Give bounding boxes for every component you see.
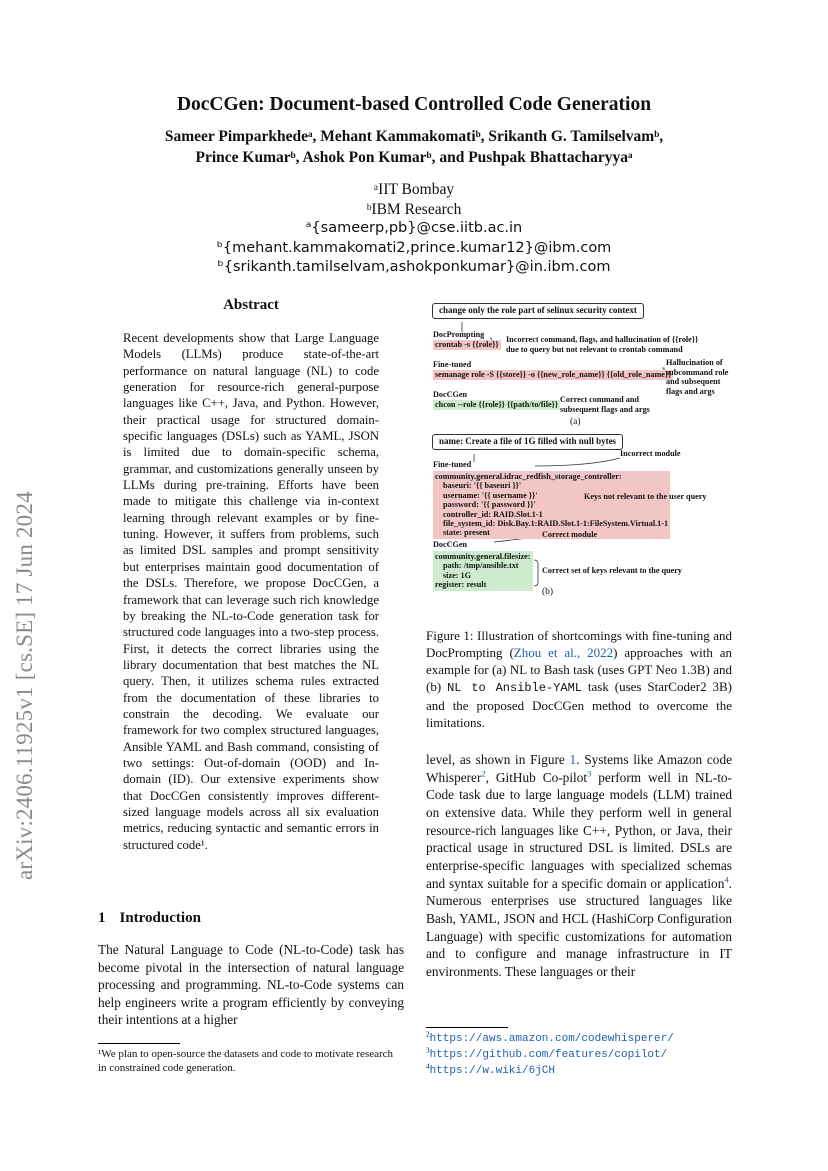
docprompting-note-a2: due to query but not relevant to crontab command: [506, 345, 683, 354]
doccgen-code-a: chcon --role {{role}} {{path/to/file}}: [435, 400, 559, 409]
incorrect-module-note: Incorrect module: [620, 449, 681, 458]
author-list: [120, 126, 708, 168]
footnote-ref-2[interactable]: 2: [481, 768, 486, 779]
figure-1: [430, 298, 730, 618]
doccgen-label-b: DocCGen: [433, 540, 468, 549]
footnotes-right: [426, 1031, 732, 1079]
finetuned-label-a: Fine-tuned: [433, 360, 472, 369]
finetuned-code-a: semanage role -S {{store}} -o {{new_role_name}} {{old_role_name}}: [435, 370, 672, 379]
keys-not-relevant-note: Keys not relevant to the user query: [584, 492, 707, 501]
email-ibm-research: ᵇ{mehant.kammakomati2,prince.kumar12}@ibm.com: [216, 239, 612, 256]
footnote-4-link[interactable]: https://w.wiki/6jCH: [429, 1065, 555, 1077]
footnote-ref-4[interactable]: 4: [724, 874, 729, 885]
paper-title: DocCGen: Document-based Controlled Code Generation: [176, 94, 652, 115]
arxiv-identifier: arXiv:2406.11925v1 [cs.SE] 17 Jun 2024: [12, 491, 37, 880]
email-iit: ᵃ{sameerp,pb}@cse.iitb.ac.in: [305, 220, 523, 236]
docprompting-label-a: DocPrompting: [433, 330, 485, 339]
citation-zhou-2022[interactable]: Zhou et al., 2022: [513, 645, 614, 661]
subfigure-label-a: (a): [570, 417, 581, 427]
doccgen-note-a2: subsequent flags and args: [560, 405, 650, 414]
footnote-2-link[interactable]: https://aws.amazon.com/codewhisperer/: [429, 1033, 674, 1045]
footnote-3-link[interactable]: https://github.com/features/copilot/: [429, 1049, 668, 1061]
subfigure-label-b: (b): [542, 587, 554, 597]
author-line-2: Prince Kumarᵇ, Ashok Pon Kumarᵇ, and Pushpak Bhattacharyyaᵃ: [195, 149, 633, 166]
abstract-text: Recent developments show that Large Language Models (LLMs) produce state-of-the-art performance on natural language (NL) to code generation for resource-rich general-purpose languages like C++, Java, and Python. However, their practical usage for structured domain-specific languages (DSLs) such as YAML, JSON is limited due to domain-specific schema, grammar, and customizations generally unseen by LLMs during pre-training. Efforts have been made to mitigate this challenge via in-context learning through relevant examples or by fine-tuning. However, it suffers from problems, such as limited DSL samples and prompt sensitivity but enterprises maintain good documentation of the DSLs. Therefore, we propose DocCGen, a framework that can leverage such rich knowledge by breaking the NL-to-Code generation task for structured code languages into a two-step process. First, it detects the correct libraries using the library documentation that best matches the NL query. Then, it utilizes schema rules extracted from the documentation of these libraries to constrain the decoding. We evaluate our framework for two complex structured languages, Ansible YAML and Bash command, consisting of two settings: Out-of-domain (OOD) and In-domain (ID). Our extensive experiments show that DocCGen consistently improves different-sized language models across all six evaluation metrics, reducing syntactic and semantic errors in structured code¹.: [123, 331, 379, 852]
footnote-ref-3[interactable]: 3: [587, 768, 592, 779]
author-line-1: Sameer Pimparkhedeᵃ, Mehant Kammakomatiᵇ, Srikanth G. Tamilselvamᵇ,: [164, 128, 664, 145]
section-title: Introduction: [119, 910, 201, 926]
footnote-rule-right: [426, 1027, 508, 1028]
affiliations: [150, 180, 678, 278]
query-box-a: change only the role part of selinux security context: [432, 303, 644, 319]
affiliation-ibm: ᵇIBM Research: [366, 200, 462, 218]
figure-1-caption: Figure 1: Illustration of shortcomings with fine-tuning and DocPrompting (Zhou et al., 2022) approaches with an example for (a) NL to Bash task (uses GPT Neo 1.3B) and (b) NL to Ansible-YAML task (uses StarCoder2 3B) and the proposed DocCGen method to overcome the limitations.: [426, 628, 732, 731]
doccgen-code-b: community.general.filesize: path: /tmp/ansible.txt size: 1G register: result: [435, 552, 531, 590]
section-heading-introduction: [98, 910, 201, 927]
footnote-3: $^3$https://github.com/features/copilot/: [426, 1046, 668, 1061]
footnote-1: ¹We plan to open-source the datasets and code to motivate research in constrained code generation.: [98, 1048, 394, 1074]
introduction-text: The Natural Language to Code (NL-to-Code) task has become pivotal in the intersection of natural language processing and programming. NL-to-Code systems can help engineers write a program efficiently by conveying their intentions at a higher: [98, 942, 404, 1028]
section-number: 1: [98, 910, 106, 926]
docprompting-code-a: crontab -s {{role}}: [435, 340, 499, 349]
query-box-b: name: Create a file of 1G filled with null bytes: [432, 434, 623, 450]
figure-1-ref[interactable]: 1: [569, 752, 577, 767]
affiliation-iit: ᵃIIT Bombay: [373, 181, 455, 198]
footnote-2: $^2$https://aws.amazon.com/codewhisperer/: [426, 1030, 674, 1045]
introduction-text-continued: level, as shown in Figure 1. Systems like Amazon code Whisperer$^2$, GitHub Co-pilot$^3$ perform well in NL-to-Code task due to large language models (LLM) trained on extensive data. While they perform well in general resource-rich languages like C++, Python, or Java, their practical usage in structured DSL is limited. DSLs are enterprise-specific languages with specialized schemas and syntax suitable for a specific domain or application$^4$. Numerous enterprises use structured languages like Bash, YAML, JSON and HCL (HashiCorp Configuration Language) with specific customizations for automation and to configure and manage infrastructure in IT environments. These languages or their: [426, 752, 732, 979]
finetuned-label-b: Fine-tuned: [433, 460, 472, 469]
email-ibm-in: ᵇ{srikanth.tamilselvam,ashokponkumar}@in.ibm.com: [217, 259, 611, 275]
footnote-rule-left: [98, 1043, 180, 1044]
doccgen-note-a1: Correct command and: [560, 395, 639, 404]
finetuned-code-b: community.general.idrac_redfish_storage_controller: baseuri: '{{ baseuri }}' username: '{{ username }}' password: '{{ password }}' controller_id: RAID.Slot.1-1 file_system_id: Disk.Bay.1:RAID.Slot.1-1:FileSystem.Virtual.1-1 state: present: [435, 472, 669, 538]
doccgen-label-a: DocCGen: [433, 390, 468, 399]
keys-correct-note: Correct set of keys relevant to the query: [542, 566, 682, 575]
caption-code: NL to Ansible-YAML: [447, 681, 582, 696]
correct-module-note: Correct module: [542, 530, 598, 539]
footnote-4: $^4$https://w.wiki/6jCH: [426, 1062, 555, 1077]
finetuned-note-a: Hallucination of subcommand role and subsequent flags and args: [666, 358, 729, 396]
docprompting-note-a1: Incorrect command, flags, and hallucination of {{role}}: [506, 335, 699, 344]
abstract-heading: Abstract: [223, 297, 279, 313]
